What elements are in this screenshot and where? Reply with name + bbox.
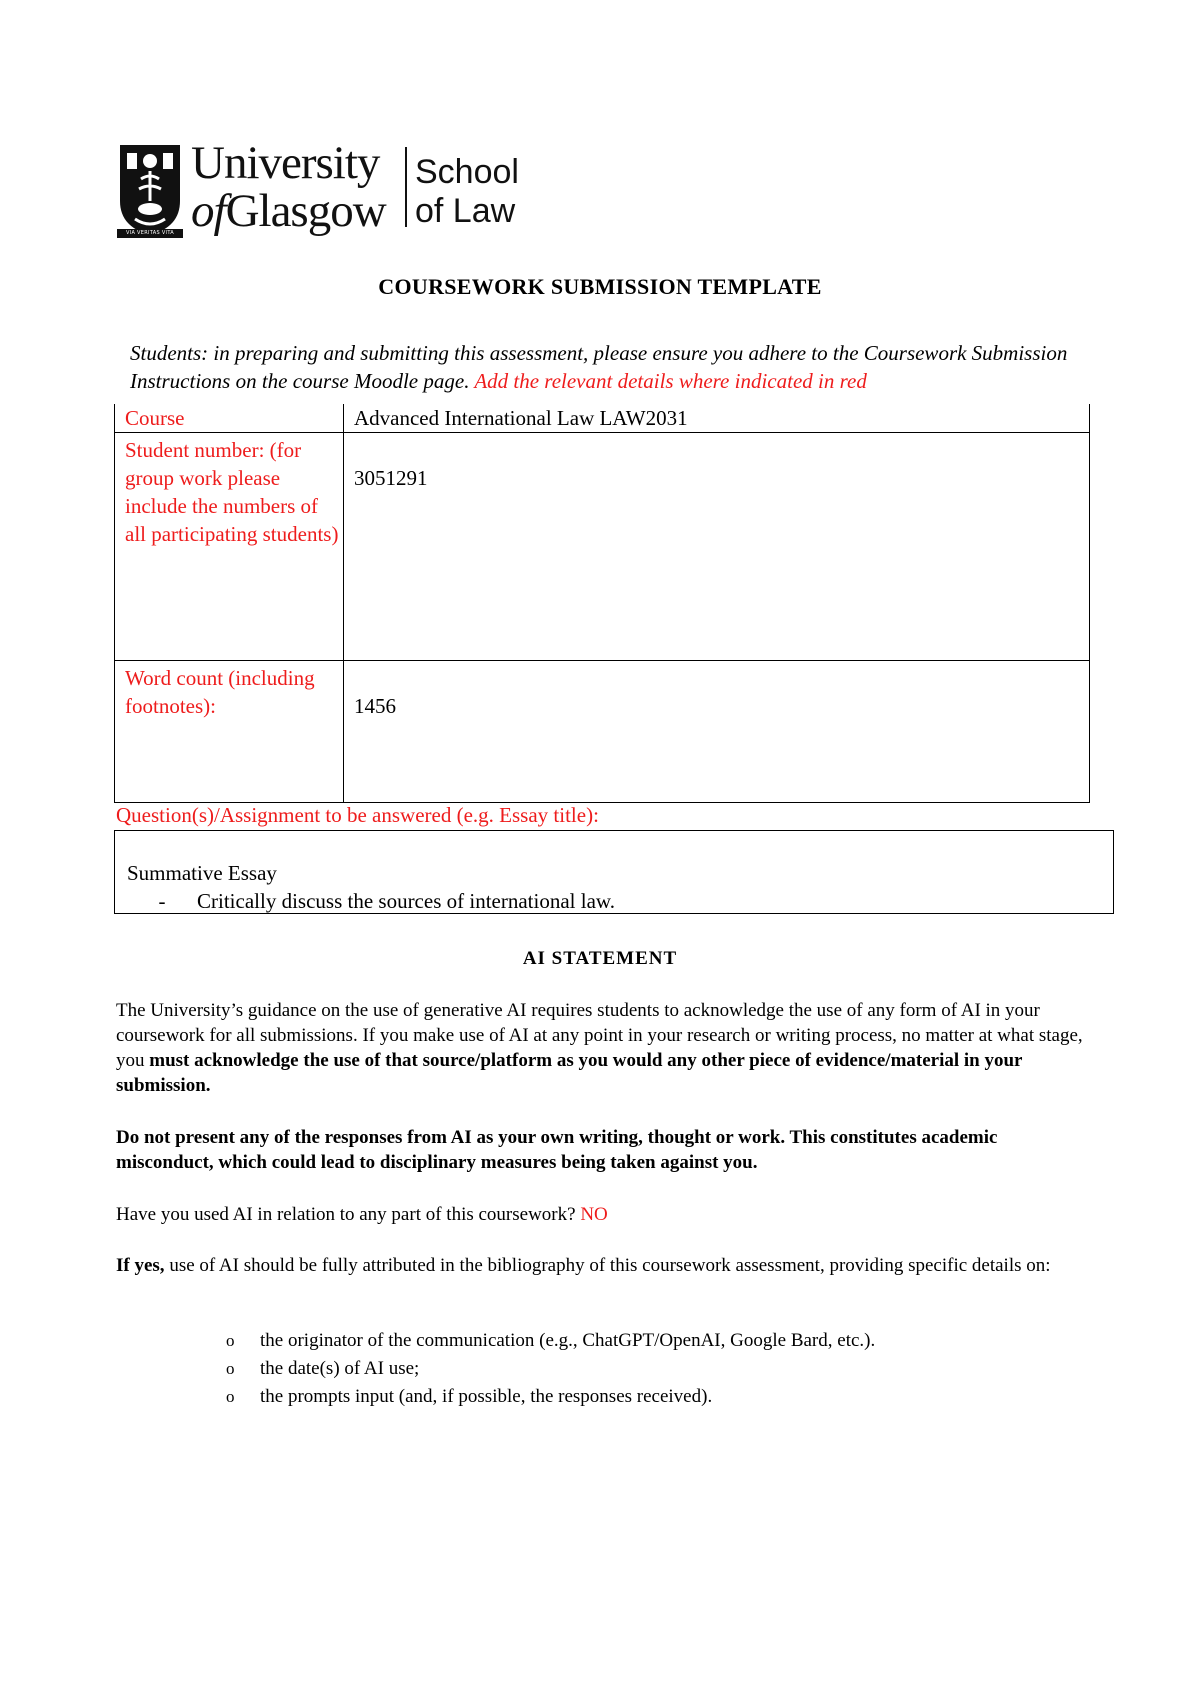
ai-guidance-text: The University’s guidance on the use of generative AI requires students to acknowledge the use of any form of AI in your coursework for all submissions. If you make use of AI at any point in your research or writing process, no matter at what stage, you xyxy=(116,1000,1083,1071)
list-item-text: the originator of the communication (e.g., ChatGPT/OpenAI, Google Bard, etc.). xyxy=(260,1330,876,1351)
student-number-value: 3051291 xyxy=(344,433,1090,661)
ai-attribution-paragraph xyxy=(116,1253,1096,1278)
ai-usage-question-text: Have you used AI in relation to any part of this coursework? xyxy=(116,1204,581,1225)
course-label: Course xyxy=(115,404,344,433)
question-label: Question(s)/Assignment to be answered (e.g. Essay title): xyxy=(116,803,599,827)
ai-details-list xyxy=(224,1327,1084,1411)
intro-red-note: Add the relevant details where indicated in red xyxy=(474,369,867,393)
ai-usage-answer: NO xyxy=(580,1204,608,1225)
university-crest-icon xyxy=(117,143,183,239)
table-row xyxy=(115,661,1090,803)
logo-divider xyxy=(405,147,407,227)
school-line2: of Law xyxy=(415,192,516,230)
school-line1: School xyxy=(415,153,519,191)
ai-statement-heading: AI STATEMENT xyxy=(522,948,678,969)
question-bullet: - xyxy=(158,889,166,913)
ai-attribution-text: use of AI should be fully attributed in the bibliography of this coursework assessment, providing specific details on: xyxy=(164,1255,1051,1276)
question-item xyxy=(127,889,615,914)
list-item-text: the prompts input (and, if possible, the responses received). xyxy=(260,1386,713,1407)
page-title: COURSEWORK SUBMISSION TEMPLATE xyxy=(378,274,822,299)
question-item-text: Critically discuss the sources of international law. xyxy=(197,889,615,913)
ai-guidance-paragraph xyxy=(116,998,1096,1098)
ai-usage-question xyxy=(116,1202,1096,1227)
list-item xyxy=(224,1355,1084,1383)
crest-motto: VIA VERITAS VITA xyxy=(125,230,175,236)
university-glasgow: Glasgow xyxy=(225,185,386,237)
school-name xyxy=(415,153,555,231)
word-count-label: Word count (including footnotes): xyxy=(115,661,344,803)
university-line1: University xyxy=(191,137,380,189)
list-bullet: o xyxy=(226,1359,235,1378)
ai-misconduct-warning: Do not present any of the responses from AI as your own writing, thought or work. This constitutes academic misconduct, which could lead to disciplinary measures being taken against you. xyxy=(116,1127,998,1173)
list-item-text: the date(s) of AI use; xyxy=(260,1358,420,1379)
list-item xyxy=(224,1383,1084,1411)
university-logo xyxy=(117,137,547,241)
student-number-label: Student number: (for group work please include the numbers of all participating students) xyxy=(115,433,344,661)
university-name xyxy=(191,139,411,235)
university-line2 xyxy=(191,187,411,235)
list-bullet: o xyxy=(226,1387,235,1406)
university-of: of xyxy=(191,185,226,237)
ai-guidance-bold: must acknowledge the use of that source/platform as you would any other piece of evidence/material in your submission. xyxy=(116,1050,1023,1096)
question-box xyxy=(114,830,1114,914)
course-value: Advanced International Law LAW2031 xyxy=(344,404,1090,433)
intro-instructions: Students: in preparing and submitting this assessment, please ensure you adhere to the Coursework Submission Instructions on the course Moodle page. xyxy=(130,341,1068,393)
table-row xyxy=(115,433,1090,661)
table-row xyxy=(115,404,1090,433)
list-bullet: o xyxy=(226,1331,235,1350)
intro-paragraph xyxy=(130,339,1130,395)
ai-attribution-bold: If yes, xyxy=(116,1255,165,1276)
word-count-value: 1456 xyxy=(344,661,1090,803)
list-item xyxy=(224,1327,1084,1355)
question-title: Summative Essay xyxy=(127,861,277,885)
details-table xyxy=(114,404,1090,803)
